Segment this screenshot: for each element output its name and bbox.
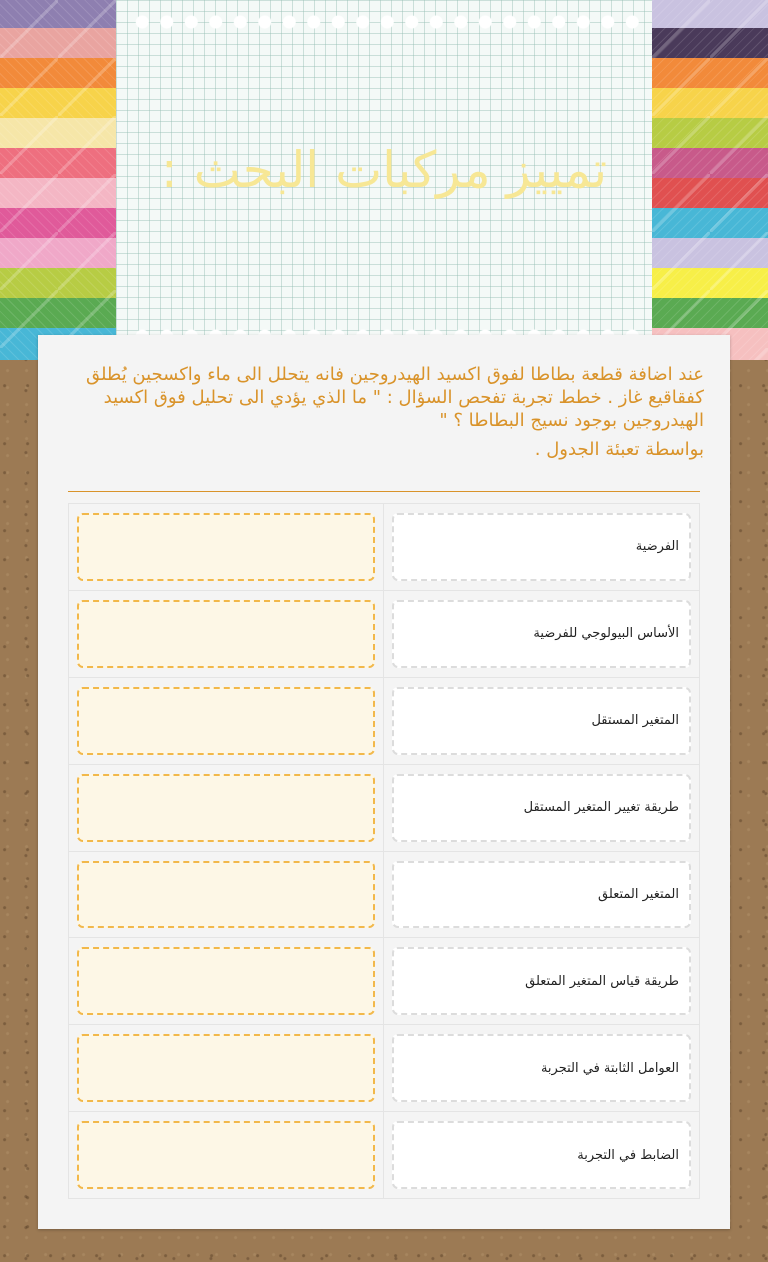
row-label: المتغير المتعلق [392,861,691,929]
question-block [68,363,704,461]
row-label: الفرضية [392,513,691,581]
table-row [69,938,699,1025]
matching-table [68,503,700,1199]
answer-drop-zone[interactable] [77,861,375,929]
answer-drop-zone[interactable] [77,687,375,755]
divider [68,491,700,492]
answer-drop-zone[interactable] [77,600,375,668]
question-instruction: بواسطة تعبئة الجدول . [534,439,704,460]
answer-drop-zone[interactable] [77,1034,375,1102]
table-row [69,765,699,852]
table-row [69,504,699,591]
worksheet-card [38,335,730,1229]
table-row [69,852,699,939]
row-label: الأساس البيولوجي للفرضية [392,600,691,668]
answer-drop-zone[interactable] [77,774,375,842]
row-label: طريقة تغيير المتغير المستقل [392,774,691,842]
table-row [69,1112,699,1198]
row-label: العوامل الثابتة في التجربة [392,1034,691,1102]
paper-holes-top [130,12,640,32]
answer-drop-zone[interactable] [77,1121,375,1189]
left-chevron-pattern [0,0,116,360]
header-banner [0,0,768,360]
table-row [69,1025,699,1112]
right-chevron-pattern [652,0,768,360]
row-label: الضابط في التجربة [392,1121,691,1189]
page-title: تمييز مركبات البحث : [160,141,608,199]
answer-drop-zone[interactable] [77,947,375,1015]
question-text: عند اضافة قطعة بطاطا لفوق اكسيد الهيدروجين فانه يتحلل الى ماء واكسجين يُطلق كفقاقيع غاز . خطط تجربة تفحص السؤال : " ما الذي يؤدي الى تحليل فوق اكسيد الهيدروجين بوجود نسيج البطاطا ؟ " [85,364,704,431]
table-row [69,678,699,765]
row-label: المتغير المستقل [392,687,691,755]
answer-drop-zone[interactable] [77,513,375,581]
row-label: طريقة قياس المتغير المتعلق [392,947,691,1015]
table-row [69,591,699,678]
